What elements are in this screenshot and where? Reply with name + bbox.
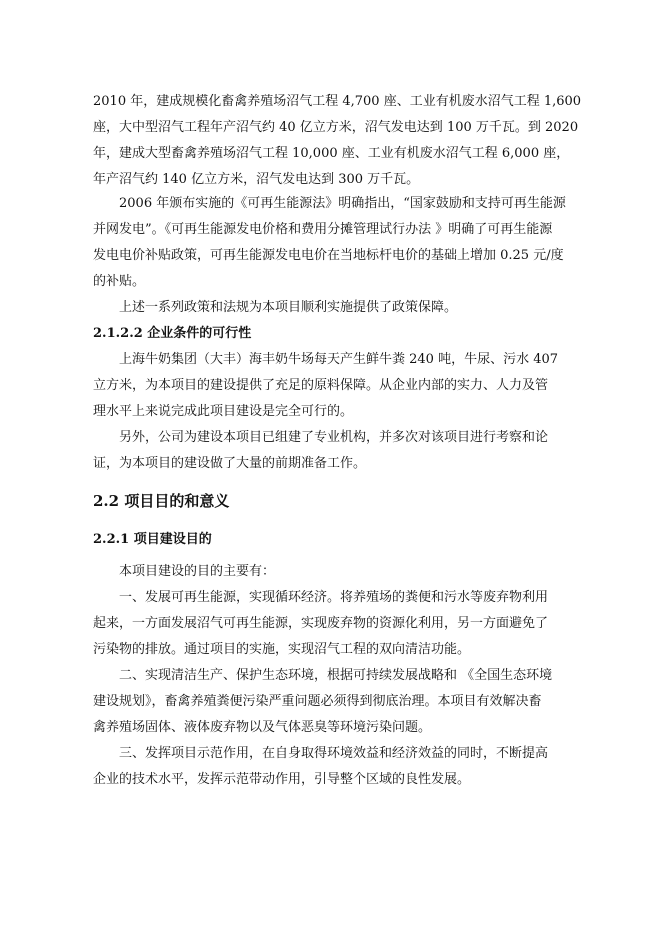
- targets-line-2: 座，大中型沼气工程年产沼气约 40 亿立方米，沼气发电达到 100 万千瓦。到 2020: [93, 120, 579, 135]
- law-line-2: 并网发电”。《可再生能源发电价格和费用分摊管理试行办法 》明确了可再生能源: [93, 222, 553, 237]
- targets-line-1: 2010 年，建成规模化畜禽养殖场沼气工程 4,700 座、工业有机废水沼气工程 1,600: [93, 94, 582, 109]
- heading-2-2: 2.2 项目目的和意义: [93, 492, 230, 510]
- goal2-line-3: 禽养殖场固体、液体废弃物以及气体恶臭等环境污染问题。: [93, 720, 432, 735]
- law-line-4: 的补贴。: [93, 274, 146, 289]
- goal1-line-2: 起来，一方面发展沼气可再生能源，实现废弃物的资源化利用，另一方面避免了: [93, 616, 549, 631]
- goal2-line-2: 建设规划》，畜禽养殖粪便污染严重问题必须得到彻底治理。本项目有效解决畜: [93, 694, 542, 709]
- law-line-3: 发电电价补贴政策，可再生能源发电电价在当地标杆电价的基础上增加 0.25 元/度: [93, 248, 564, 263]
- company-line-1: 另外，公司为建设本项目已组建了专业机构，并多次对该项目进行考察和论: [119, 430, 549, 445]
- goal3-line-1: 三、发挥项目示范作用，在自身取得环境效益和经济效益的同时，不断提高: [119, 746, 549, 761]
- goal2-line-1: 二、实现清洁生产、保护生态环境，根据可持续发展战略和 《全国生态环境: [119, 668, 553, 683]
- enterprise-line-1: 上海牛奶集团（大丰）海丰奶牛场每天产生鲜牛粪 240 吨，牛尿、污水 407: [119, 352, 559, 367]
- goal3-line-2: 企业的技术水平，发挥示范带动作用，引导整个区域的良性发展。: [93, 772, 471, 787]
- enterprise-line-2: 立方米，为本项目的建设提供了充足的原料保障。从企业内部的实力、人力及管: [93, 378, 549, 393]
- targets-line-3: 年，建成大型畜禽养殖场沼气工程 10,000 座、工业有机废水沼气工程 6,000 座，: [93, 146, 570, 161]
- heading-2-2-1: 2.2.1 项目建设目的: [93, 532, 212, 547]
- policy-line-1: 上述一系列政策和法规为本项目顺利实施提供了政策保障。: [119, 300, 458, 315]
- goal1-line-1: 一、发展可再生能源，实现循环经济。将养殖场的粪便和污水等废弃物利用: [119, 590, 549, 605]
- goal1-line-3: 污染物的排放。通过项目的实施，实现沼气工程的双向清洁功能。: [93, 642, 471, 657]
- intro-line-1: 本项目建设的目的主要有：: [119, 564, 276, 579]
- company-line-2: 证，为本项目的建设做了大量的前期准备工作。: [93, 456, 367, 471]
- enterprise-line-3: 理水平上来说完成此项目建设是完全可行的。: [93, 404, 354, 419]
- law-line-1: 2006 年颁布实施的《可再生能源法》明确指出，“国家鼓励和支持可再生能源: [119, 196, 566, 211]
- targets-line-4: 年产沼气约 140 亿立方米，沼气发电达到 300 万千瓦。: [93, 172, 420, 187]
- heading-2-1-2-2: 2.1.2.2 企业条件的可行性: [93, 326, 252, 341]
